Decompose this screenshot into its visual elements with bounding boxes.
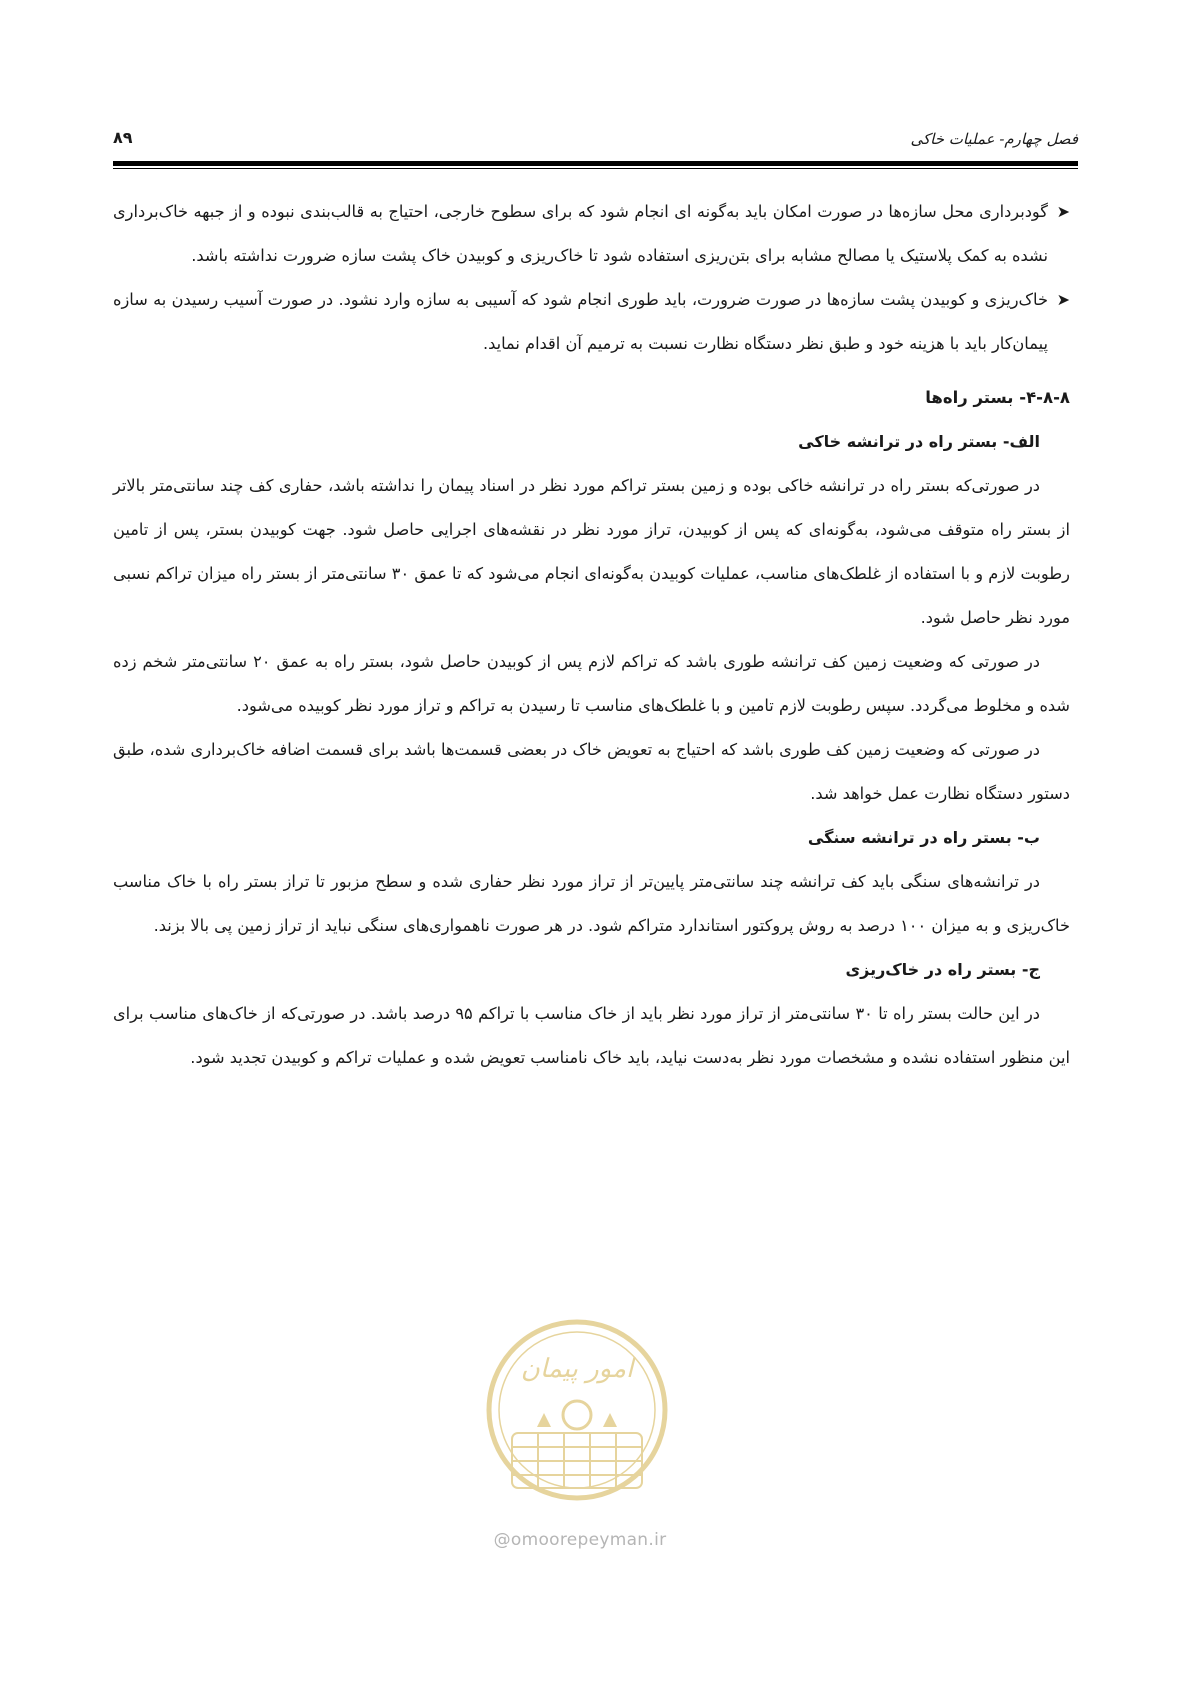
bullet-item xyxy=(113,278,1070,366)
watermark-logo-text: امور پیمان xyxy=(520,1354,634,1384)
paragraph: در صورتی که وضعیت زمین کف ترانشه طوری باشد که تراکم لازم پس از کوبیدن حاصل شود، بستر راه به عمق ۲۰ سانتی‌متر شخم زده شده و مخلوط می‌گردد. سپس رطوبت لازم تامین و با غلطک‌های مناسب تا رسیدن به تراکم و تراز مورد نظر کوبیده می‌شود. xyxy=(113,652,1070,715)
header-rule-thick xyxy=(113,161,1078,166)
header-rule-thin xyxy=(113,168,1078,169)
bullet-item xyxy=(113,190,1070,278)
arrow-bullet-icon: ➤ xyxy=(1056,290,1070,309)
bullet-text: خاک‌ریزی و کوبیدن پشت سازه‌ها در صورت ضرورت، باید طوری انجام شود که آسیبی به سازه وارد نشود. در صورت آسیب رسیدن به سازه پیمان‌کار باید با هزینه خود و طبق نظر دستگاه نظارت نسبت به ترمیم آن اقدام نماید. xyxy=(113,290,1048,353)
paragraph: در صورتی‌که بستر راه در ترانشه خاکی بوده و زمین بستر تراکم مورد نظر در اسناد پیمان را نداشته باشد، حفاری کف چند سانتی‌متر بالاتر از بستر راه متوقف می‌شود، به‌گونه‌ای که پس از کوبیدن، تراز مورد نظر در نقشه‌های اجرایی حاصل شود. جهت کوبیدن بستر، پس از تامین رطوبت لازم و با استفاده از غلطک‌های مناسب، عملیات کوبیدن به‌گونه‌ای انجام می‌شود که تا عمق ۳۰ سانتی‌متر از بستر راه میزان تراکم نسبی مورد نظر حاصل شود. xyxy=(113,476,1071,627)
watermark-logo xyxy=(482,1315,672,1515)
page-header xyxy=(113,128,1078,156)
paragraph: در این حالت بستر راه تا ۳۰ سانتی‌متر از تراز مورد نظر باید از خاک مناسب با تراکم ۹۵ درصد باشد. در صورتی‌که از خاک‌های مناسب برای این منظور استفاده نشده و مشخصات مورد نظر به‌دست نیاید، باید خاک نامناسب تعویض شده و عملیات تراکم و کوبیدن تجدید شود. xyxy=(113,1004,1070,1067)
subsection-heading: ب- بستر راه در ترانشه سنگی xyxy=(807,828,1040,847)
bullet-text: گودبرداری محل سازه‌ها در صورت امکان باید به‌گونه ای انجام شود که برای سطوح خارجی، احتیاج به قالب‌بندی نبوده و از جبهه خاک‌برداری نشده به کمک پلاستیک یا مصالح مشابه برای بتن‌ریزی استفاده شود تا خاک‌ریزی و کوبیدن خاک پشت سازه ضرورت نداشته باشد. xyxy=(113,202,1048,265)
chapter-title: فصل چهارم- عملیات خاکی xyxy=(910,130,1078,148)
page-number: ۸۹ xyxy=(113,128,133,147)
body-content xyxy=(113,190,1070,1080)
paragraph: در ترانشه‌های سنگی باید کف ترانشه چند سانتی‌متر پایین‌تر از تراز مورد نظر حفاری شده و سطح مزبور تا تراز بستر راه با خاک مناسب خاک‌ریزی و به میزان ۱۰۰ درصد به روش پروکتور استاندارد متراکم شود. در هر صورت ناهمواری‌های سنگی نباید از تراز زمین پی بالا بزند. xyxy=(113,872,1070,935)
section-heading: ۴-۸-۸- بستر راه‌ها xyxy=(925,388,1070,407)
paragraph: در صورتی که وضعیت زمین کف طوری باشد که احتیاج به تعویض خاک در بعضی قسمت‌ها باشد برای قسمت اضافه خاک‌برداری شده، طبق دستور دستگاه نظارت عمل خواهد شد. xyxy=(113,740,1070,803)
subsection-heading: الف- بستر راه در ترانشه خاکی xyxy=(798,432,1040,451)
watermark-site: @omoorepeyman.ir xyxy=(493,1530,667,1550)
arrow-bullet-icon: ➤ xyxy=(1056,202,1070,221)
subsection-heading: ج- بستر راه در خاک‌ریزی xyxy=(845,960,1040,979)
